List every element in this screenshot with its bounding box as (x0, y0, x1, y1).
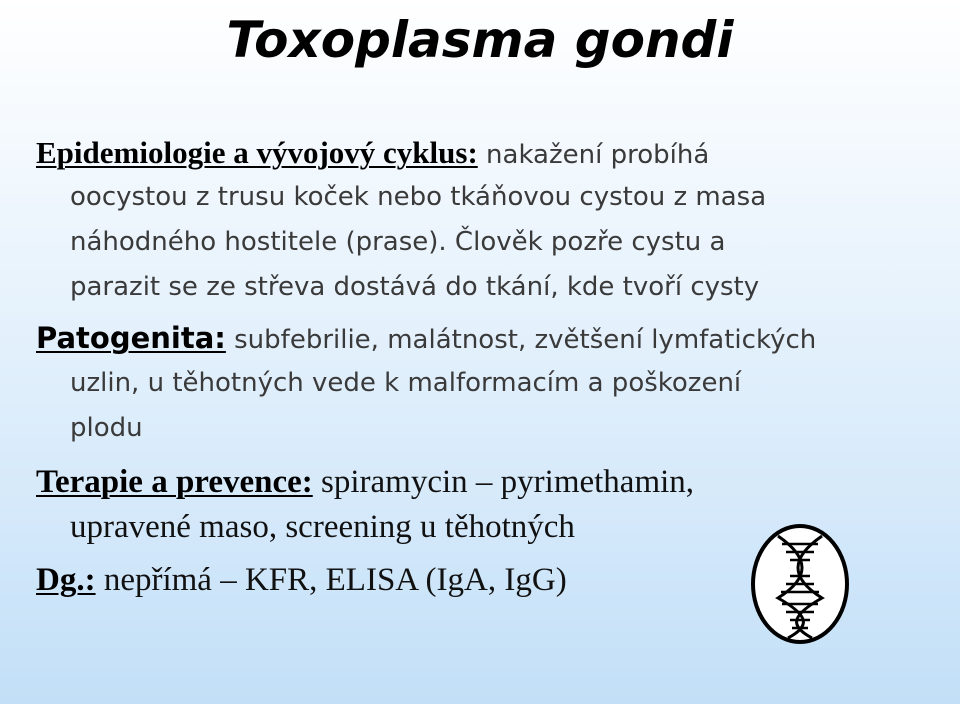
epidemiology-label: Epidemiologie a vývojový cyklus: (36, 135, 478, 170)
section-pathogenicity (36, 316, 816, 451)
epidemiology-text-4: parazit se ze střeva dostává do tkání, kde tvoří cysty (70, 272, 760, 302)
therapy-label: Terapie a prevence: (36, 464, 313, 500)
epidemiology-text-1: nakažení probíhá (477, 140, 710, 170)
pathogenicity-text-1: subfebrilie, malátnost, zvětšení lymfatických (225, 325, 817, 355)
therapy-text-2: upravené maso, screening u těhotných (70, 509, 575, 545)
therapy-text-1: spiramycin – pyrimethamin, (312, 464, 695, 500)
toxoplasma-cyst-icon (748, 522, 852, 646)
section-diagnosis (36, 558, 567, 603)
slide-title: Toxoplasma gondi (226, 11, 734, 69)
epidemiology-text-3: náhodného hostitele (prase). Člověk pozře cystu a (70, 227, 726, 257)
epidemiology-text-2: oocystou z trusu koček nebo tkáňovou cystou z masa (70, 182, 767, 212)
diagnosis-text-1: nepřímá – KFR, ELISA (IgA, IgG) (95, 562, 567, 598)
pathogenicity-text-3: plodu (70, 413, 143, 443)
section-therapy (36, 460, 694, 550)
diagnosis-label: Dg.: (36, 562, 96, 598)
section-epidemiology (36, 130, 766, 310)
pathogenicity-text-2: uzlin, u těhotných vede k malformacím a poškození (70, 368, 742, 398)
pathogenicity-label: Patogenita: (36, 321, 226, 355)
